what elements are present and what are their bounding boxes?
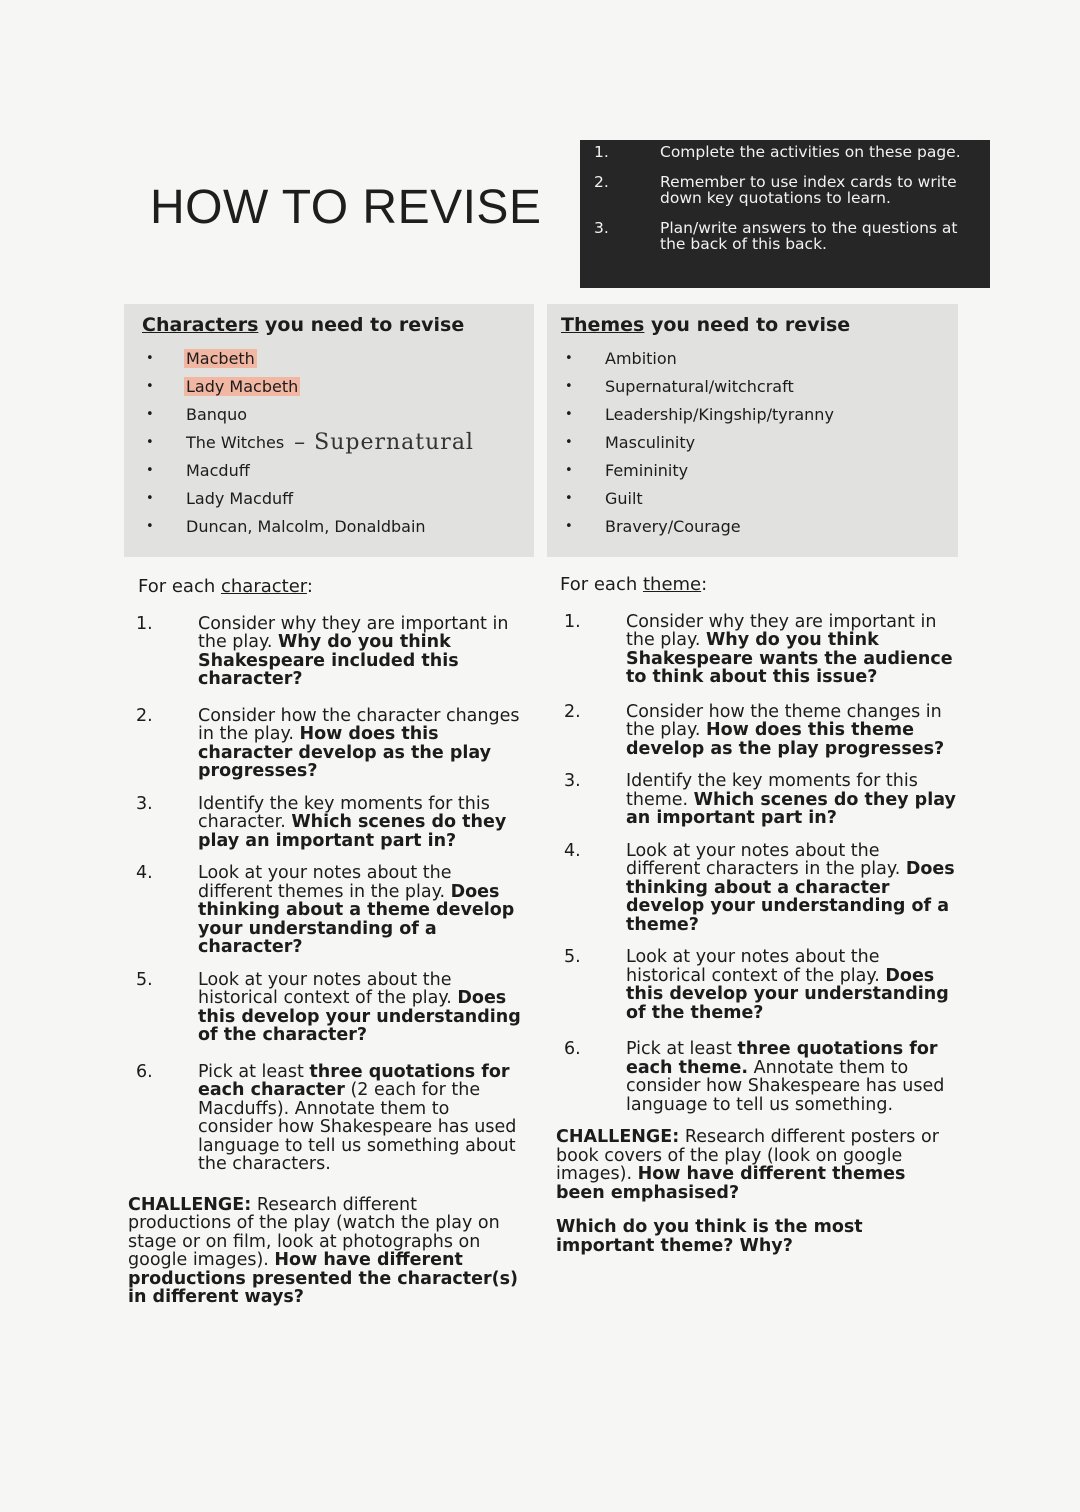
- task-plain-continued: (2 each for the Macduffs). Annotate them to consider how Shakespeare has used language to tell us something about the characters.: [198, 1080, 517, 1174]
- theme-name: Masculinity: [605, 432, 696, 452]
- task-number: 5.: [136, 969, 153, 990]
- bullet-icon: •: [565, 350, 573, 366]
- task-plain: Pick at least: [198, 1061, 310, 1082]
- characters-heading: [142, 314, 534, 336]
- task-bold: Which scenes do they play an important part in?: [626, 789, 956, 828]
- intro-underlined: character: [220, 576, 307, 597]
- task-bold: Why do you think Shakespeare wants the audience to think about this issue?: [626, 630, 953, 687]
- challenge-plain: Research different posters or book covers of the play (look on google images).: [556, 1127, 939, 1184]
- step-text: Remember to use index cards to write down key quotations to learn.: [660, 173, 957, 207]
- task-text: [626, 842, 956, 935]
- themes-list: [561, 344, 958, 540]
- bullet-icon: •: [146, 462, 154, 478]
- theme-name: Femininity: [605, 460, 689, 480]
- bullet-icon: •: [565, 434, 573, 450]
- heading-rest: you need to revise: [258, 314, 465, 336]
- step-text: Plan/write answers to the questions at the back of this back.: [660, 219, 958, 253]
- list-item: [142, 428, 534, 456]
- task-plain: Look at your notes about the different themes in the play.: [198, 863, 452, 902]
- heading-underlined: Themes: [561, 314, 645, 336]
- list-item: [561, 428, 958, 456]
- task-item: [128, 615, 523, 689]
- intro-underlined: theme: [642, 574, 702, 595]
- task-text: [198, 707, 523, 781]
- task-text: [626, 1040, 956, 1114]
- bullet-icon: •: [146, 406, 154, 422]
- task-text: [198, 971, 523, 1045]
- task-bold: Does this develop your understanding of the character?: [198, 988, 521, 1045]
- page-title: HOW TO REVISE: [150, 181, 542, 234]
- list-item: [142, 484, 534, 512]
- character-name: Macduff: [186, 460, 250, 480]
- task-number: 6.: [136, 1061, 153, 1082]
- task-number: 2.: [564, 701, 581, 722]
- list-item: [142, 512, 534, 540]
- task-bold: How does this character develop as the play progresses?: [198, 724, 492, 781]
- task-plain: Pick at least: [626, 1039, 738, 1059]
- bullet-icon: •: [146, 350, 154, 366]
- task-number: 2.: [136, 705, 153, 726]
- task-item: [128, 971, 523, 1045]
- final-question-text: Which do you think is the most important theme? Why?: [556, 1217, 863, 1256]
- challenge-label: CHALLENGE:: [128, 1194, 252, 1215]
- task-plain: Identify the key moments for this character.: [198, 793, 490, 832]
- task-text: [626, 613, 956, 687]
- task-bold: Why do you think Shakespeare included this character?: [198, 632, 459, 689]
- handwritten-annotation: – Supernatural: [294, 429, 474, 455]
- intro-suffix: :: [306, 576, 313, 597]
- list-item: [142, 400, 534, 428]
- task-item: [128, 1063, 523, 1174]
- task-plain: Consider why they are important in the play.: [198, 613, 509, 652]
- task-bold: Does thinking about a theme develop your understanding of a character?: [198, 881, 515, 957]
- bullet-icon: •: [146, 378, 154, 394]
- task-item: [556, 703, 956, 759]
- list-item: [561, 512, 958, 540]
- heading-rest: you need to revise: [644, 314, 851, 336]
- character-tasks: [128, 578, 523, 1307]
- character-name: Macbeth: [186, 348, 255, 368]
- bullet-icon: •: [146, 490, 154, 506]
- step-number: 1.: [594, 143, 609, 161]
- task-plain-continued: Annotate them to consider how Shakespeare has used language to tell us something.: [626, 1057, 945, 1115]
- task-number: 4.: [136, 863, 153, 883]
- list-item: [142, 372, 534, 400]
- task-bold: Which scenes do they play an important part in?: [198, 812, 507, 851]
- theme-tasks: [556, 576, 956, 1255]
- task-number: 5.: [564, 947, 581, 967]
- theme-name: Bravery/Courage: [605, 516, 741, 536]
- task-text: [198, 864, 523, 957]
- step-number: 2.: [594, 173, 609, 191]
- task-plain: Look at your notes about the historical context of the play.: [198, 969, 458, 1008]
- character-tasks-intro: [138, 578, 523, 597]
- step-text: Complete the activities on these page.: [660, 143, 961, 161]
- list-item: [142, 456, 534, 484]
- character-name: Lady Macduff: [186, 488, 294, 508]
- task-text: [198, 615, 523, 689]
- task-number: 3.: [564, 771, 581, 791]
- task-item: [128, 864, 523, 957]
- character-challenge: [128, 1196, 523, 1307]
- list-item: [561, 344, 958, 372]
- task-text: [626, 772, 956, 828]
- task-number: 3.: [136, 793, 153, 814]
- task-plain: Consider how the character changes in the play.: [198, 705, 520, 744]
- list-item: [561, 484, 958, 512]
- task-bold: three quotations for each character: [198, 1061, 510, 1100]
- character-name: The Witches: [186, 432, 285, 452]
- task-bold: three quotations for each theme.: [626, 1039, 938, 1078]
- task-bold: How does this theme develop as the play progresses?: [626, 720, 945, 759]
- bullet-icon: •: [565, 378, 573, 394]
- intro-prefix: For each: [560, 574, 643, 595]
- bullet-icon: •: [565, 490, 573, 506]
- bullet-icon: •: [146, 434, 154, 450]
- theme-name: Supernatural/witchcraft: [605, 376, 794, 396]
- task-plain: Identify the key moments for this theme.: [626, 771, 918, 810]
- themes-heading: [561, 314, 958, 336]
- task-plain: Look at your notes about the historical context of the play.: [626, 947, 886, 986]
- challenge-bold: How have different productions presented the character(s) in different ways?: [128, 1250, 519, 1307]
- task-number: 6.: [564, 1039, 581, 1059]
- challenge-bold: How have different themes been emphasised?: [556, 1164, 906, 1203]
- task-item: [556, 842, 956, 935]
- task-plain: Consider why they are important in the play.: [626, 611, 937, 650]
- character-name: Banquo: [186, 404, 248, 424]
- task-item: [556, 948, 956, 1022]
- task-item: [556, 613, 956, 687]
- character-name: Lady Macbeth: [186, 376, 299, 396]
- instructions-box: [580, 140, 990, 288]
- bullet-icon: •: [146, 518, 154, 534]
- character-name: Duncan, Malcolm, Donaldbain: [186, 516, 426, 536]
- task-number: 1.: [136, 613, 153, 634]
- theme-name: Ambition: [605, 348, 677, 368]
- theme-name: Guilt: [605, 488, 643, 508]
- theme-challenge: [556, 1128, 956, 1202]
- theme-tasks-intro: [560, 576, 956, 595]
- bullet-icon: •: [565, 518, 573, 534]
- challenge-plain: Research different productions of the play (watch the play on stage or on film, look at photographs on google images).: [128, 1194, 500, 1270]
- task-text: [198, 1063, 523, 1174]
- task-number: 4.: [564, 840, 581, 861]
- theme-name: Leadership/Kingship/tyranny: [605, 404, 834, 424]
- heading-underlined: Characters: [142, 314, 259, 336]
- list-item: [561, 456, 958, 484]
- task-item: [128, 795, 523, 851]
- intro-suffix: :: [701, 574, 708, 595]
- task-plain: Look at your notes about the different characters in the play.: [626, 840, 906, 879]
- task-bold: Does thinking about a character develop your understanding of a theme?: [626, 859, 955, 935]
- list-item: [561, 400, 958, 428]
- characters-list: [142, 344, 534, 540]
- characters-box: [124, 304, 534, 557]
- bullet-icon: •: [565, 406, 573, 422]
- task-text: [626, 703, 956, 759]
- task-text: [198, 795, 523, 851]
- instruction-step: [594, 174, 980, 206]
- final-question: [556, 1218, 956, 1255]
- instruction-step: [594, 144, 980, 160]
- task-item: [556, 1040, 956, 1114]
- intro-prefix: For each: [138, 576, 221, 597]
- task-plain: Consider how the theme changes in the play.: [626, 701, 942, 740]
- challenge-label: CHALLENGE:: [556, 1127, 680, 1147]
- task-number: 1.: [564, 611, 581, 632]
- instruction-step: [594, 220, 980, 252]
- list-item: [561, 372, 958, 400]
- list-item: [142, 344, 534, 372]
- themes-box: [547, 304, 958, 557]
- step-number: 3.: [594, 219, 609, 237]
- task-text: [626, 948, 956, 1022]
- task-item: [128, 707, 523, 781]
- task-item: [556, 772, 956, 828]
- bullet-icon: •: [565, 462, 573, 478]
- task-bold: Does this develop your understanding of the theme?: [626, 965, 949, 1023]
